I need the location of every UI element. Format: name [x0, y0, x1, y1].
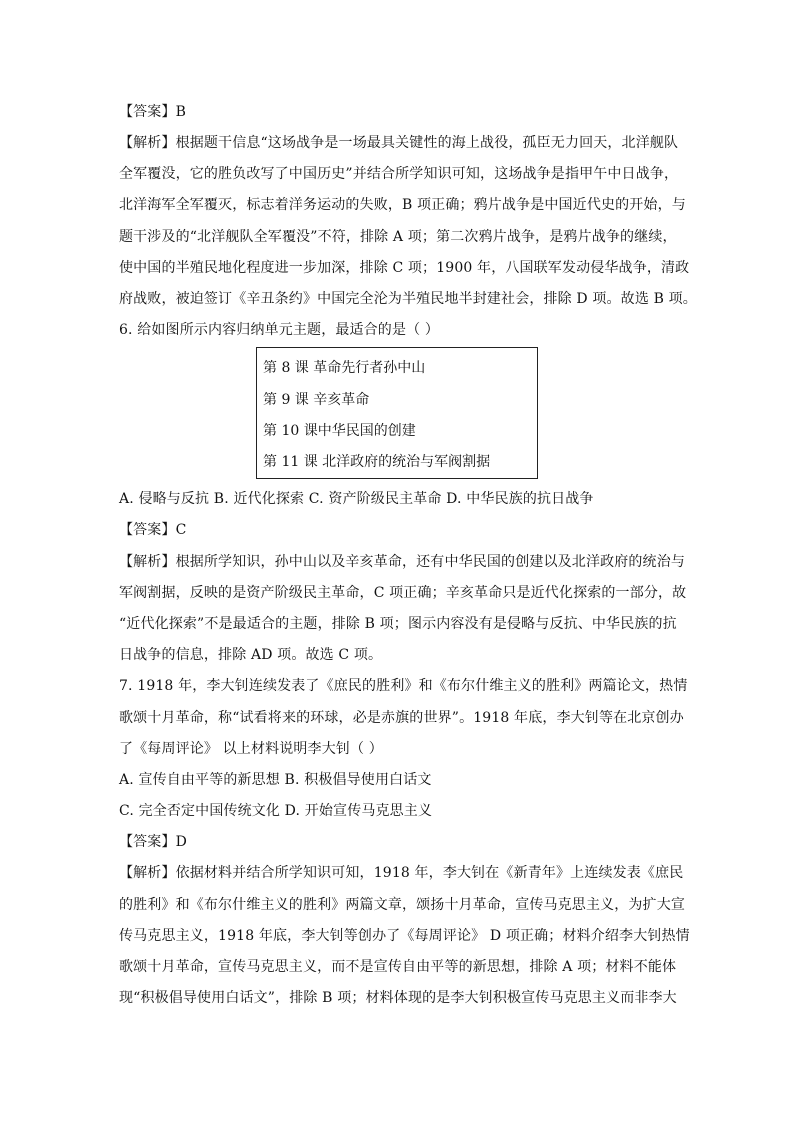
q7-stem-line-2: 歌颂十月革命，称“试看将来的环球，必是赤旗的世界”。1918 年底，李大钊等在北京创办 [119, 710, 684, 726]
q6-analysis-line-4: 日战争的信息，排除 AD 项。故选 C 项。 [119, 647, 383, 663]
q6-lesson-item: 第 9 课 辛亥革命 [263, 392, 370, 408]
q6-options: A. 侵略与反抗 B. 近代化探索 C. 资产阶级民主革命 D. 中华民族的抗日战争 [119, 491, 594, 507]
q6-analysis-line-3: “近代化探索”不是最适合的主题，排除 B 项；图示内容没有是侵略与反抗、中华民族的抗 [119, 616, 677, 632]
q5-analysis-line-4: 题干涉及的“北洋舰队全军覆没”不符，排除 A 项；第二次鸦片战争，是鸦片战争的继续， [119, 229, 677, 245]
q6-answer: 【答案】C [119, 522, 187, 538]
q5-analysis-line-6: 府战败，被迫签订《辛丑条约》中国完全沦为半殖民地半封建社会，排除 D 项。故选 B 项。 [119, 291, 697, 307]
q7-analysis-line-2: 的胜利》和《布尔什维主义的胜利》两篇文章，颂扬十月革命，宣传马克思主义，为扩大宣 [119, 897, 685, 913]
q5-analysis-line-3: 北洋海军全军覆灭，标志着洋务运动的失败，B 项正确；鸦片战争是中国近代史的开始，与 [119, 197, 686, 213]
q6-lesson-box [256, 347, 538, 479]
q6-stem: 6. 给如图所示内容归纳单元主题，最适合的是（ ） [119, 322, 440, 338]
q5-analysis-line-2: 全军覆没，它的胜负改写了中国历史”并结合所学知识可知，这场战争是指甲午中日战争， [119, 166, 679, 182]
q7-analysis-line-4: 歌颂十月革命，宣传马克思主义，而不是宣传自由平等的新思想，排除 A 项；材料不能体 [119, 959, 677, 975]
q6-lesson-item: 第 8 课 革命先行者孙中山 [263, 360, 426, 376]
q7-option-line-2: C. 完全否定中国传统文化 D. 开始宣传马克思主义 [119, 803, 433, 819]
q6-analysis-line-1: 【解析】根据所学知识，孙中山以及辛亥革命，还有中华民国的创建以及北洋政府的统治与 [119, 554, 685, 570]
q6-lesson-item: 第 10 课中华民国的创建 [263, 423, 416, 439]
q7-analysis-line-1: 【解析】依据材料并结合所学知识可知，1918 年，李大钊在《新青年》上连续发表《庶民 [119, 865, 684, 881]
q7-analysis-line-5: 现“积极倡导使用白话文”，排除 B 项；材料体现的是李大钊积极宣传马克思主义而非李大 [119, 990, 677, 1006]
q5-answer: 【答案】B [119, 104, 187, 120]
q7-answer: 【答案】D [119, 834, 187, 850]
q7-analysis-line-3: 传马克思主义，1918 年底，李大钊等创办了《每周评论》 D 项正确；材料介绍李大钊热情 [119, 928, 690, 944]
q7-option-line-1: A. 宣传自由平等的新思想 B. 积极倡导使用白话文 [119, 772, 432, 788]
q6-analysis-line-2: 军阀割据，反映的是资产阶级民主革命，C 项正确；辛亥革命只是近代化探索的一部分，故 [119, 585, 687, 601]
q5-analysis-line-5: 使中国的半殖民地化程度进一步加深，排除 C 项；1900 年，八国联军发动侵华战争，清政 [119, 260, 690, 276]
q5-analysis-line-1: 【解析】根据题干信息“这场战争是一场最具关键性的海上战役，孤臣无力回天，北洋舰队 [119, 135, 679, 151]
q7-stem-line-1: 7. 1918 年，李大钊连续发表了《庶民的胜利》和《布尔什维主义的胜利》两篇论文，热情 [119, 678, 688, 694]
q7-stem-line-3: 了《每周评论》 以上材料说明李大钊（ ） [119, 741, 383, 757]
q6-lesson-item: 第 11 课 北洋政府的统治与军阀割据 [263, 454, 491, 470]
